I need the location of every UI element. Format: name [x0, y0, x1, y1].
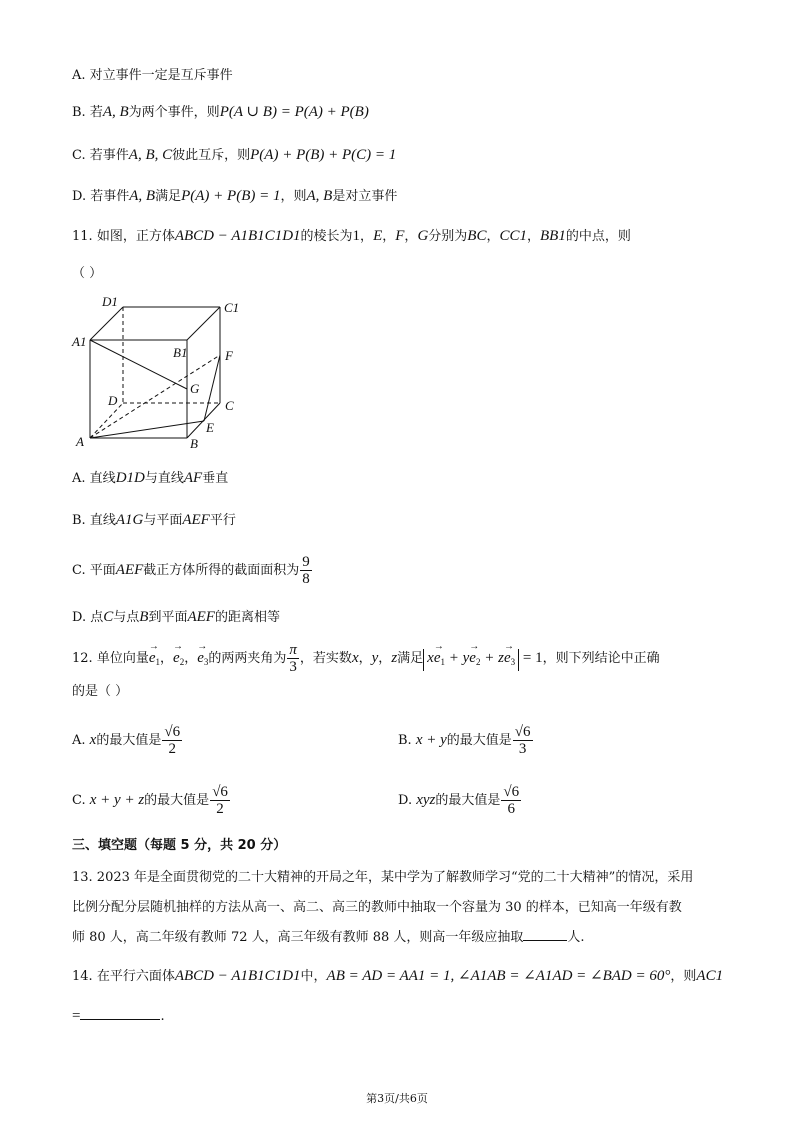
q11-option-b [72, 510, 236, 531]
q12-option-a [72, 722, 183, 759]
q10-option-c [72, 145, 396, 166]
vector-e2: → $e_2$ [173, 650, 184, 666]
math-formula: P(A ∪ B) = P(A) + P(B) [219, 104, 369, 120]
q12-option-b [398, 722, 534, 759]
edge-a1-d1 [90, 307, 123, 340]
math-bb1: BB1 [540, 228, 566, 244]
option-label: A. [72, 68, 86, 83]
period: . [160, 1009, 165, 1024]
q11-paren [72, 264, 102, 284]
option-text: 的最大值是 [446, 733, 512, 748]
option-text: 对立事件一定是互斥事件 [89, 68, 233, 83]
q10-option-a [72, 66, 233, 86]
option-text: 的最大值是 [144, 793, 210, 808]
option-label: B. [72, 105, 86, 120]
option-text: 与点 [113, 610, 140, 625]
label-d: D [108, 393, 118, 408]
q12-stem-line2 [72, 682, 128, 702]
q13-line1: 13. 2023 年是全面贯彻党的二十大精神的开局之年，某中学为了解教师学习“党的二十大精神”的情况，采用 [72, 870, 694, 885]
fraction-sqrt6-2: $\frac{√6}{2}$ [212, 784, 228, 817]
option-label: A. [72, 471, 86, 486]
math-f: F [395, 228, 405, 244]
page-footer: 第3页/共6页 [366, 1092, 428, 1105]
fraction-sqrt6-2: $\frac{√6}{2}$ [164, 724, 181, 757]
option-text: 点 [90, 610, 104, 625]
stem-text: ，若实数 [299, 651, 352, 666]
math-vars: A, B [102, 104, 129, 120]
stem-text: 的是（ ） [72, 684, 129, 699]
q11-option-a [72, 468, 228, 489]
q12-option-c [72, 782, 231, 819]
stem-text: 在平行六面体 [96, 969, 175, 984]
frac-den: 2 [216, 801, 224, 817]
label-g: G [190, 381, 200, 396]
question-number: 14. [72, 969, 93, 984]
option-text: 与直线 [144, 471, 184, 486]
stem-text: ，则 [670, 969, 697, 984]
option-text: 满足 [155, 189, 182, 204]
question-number: 11. [72, 229, 93, 244]
frac-num: 6 [511, 784, 520, 800]
math-plane: AEF [115, 562, 144, 578]
math-norm: $x\to e_1 + y\to e_2 + z\to e_3$ [423, 649, 519, 671]
answer-blank[interactable] [523, 940, 567, 941]
label-a: A [76, 434, 84, 449]
stem-text: ，则下列结论中正确 [542, 651, 660, 666]
option-label: C. [72, 793, 86, 808]
math-solid: ABCD − A1B1C1D1 [174, 968, 301, 984]
label-c1: C1 [224, 300, 240, 315]
option-text: 垂直 [202, 471, 229, 486]
q12-option-d [398, 782, 522, 819]
section-title: 三、填空题（每题 5 分，共 20 分） [72, 838, 287, 853]
option-label: C. [72, 563, 86, 578]
stem-text: 分别为 [428, 229, 468, 244]
frac-den: 2 [168, 741, 176, 757]
q11-option-c [72, 552, 313, 589]
q12-stem: 12. 单位向量→ $e_1$，→ $e_2$，→ $e_3$的两两夹角为 $\frac{\pi}{3}$ ，若实数x，y，z满足 $x\to e_1 + y\to e_2 + z\to e_3 = 1$，则下列结论中正确 [72, 640, 660, 680]
label-b: B [190, 436, 198, 450]
option-text: 直线 [89, 471, 116, 486]
math-conditions: AB = AD = AA1 = 1, ∠A1AB = ∠A1AD = ∠BAD = 60° [326, 968, 671, 984]
option-text: 彼此互斥，则 [172, 148, 251, 163]
math-vars: A, B [129, 188, 156, 204]
label-e: E [206, 420, 214, 435]
fraction-sqrt6-6: $\frac{√6}{6}$ [503, 784, 520, 817]
math-line: A1G [115, 512, 144, 528]
stem-text: 中， [300, 969, 327, 984]
answer-blank[interactable] [80, 1019, 160, 1020]
math-plane: AEF [187, 609, 215, 625]
label-a1: A1 [72, 334, 87, 349]
answer-paren: （ ） [72, 266, 103, 281]
math-vars: A, B [306, 188, 333, 204]
option-text: 的最大值是 [96, 733, 162, 748]
option-label: D. [72, 189, 87, 204]
math-expr: xyz [416, 792, 436, 808]
frac-den: 8 [302, 571, 310, 587]
math-expr: x [89, 732, 97, 748]
math-point: B [139, 609, 149, 625]
stem-text: 单位向量 [96, 651, 149, 666]
math-formula: P(A) + P(B) = 1 [181, 188, 281, 204]
option-text: 若事件 [89, 148, 129, 163]
option-label: A. [72, 733, 86, 748]
q14-answer-line [72, 1006, 165, 1027]
math-plane: AEF [182, 512, 210, 528]
option-label: B. [398, 733, 412, 748]
option-label: D. [398, 793, 413, 808]
frac-den: 3 [289, 659, 297, 675]
math-equals-one: = 1 [519, 650, 543, 666]
option-label: C. [72, 148, 86, 163]
frac-den: 3 [518, 741, 527, 757]
math-expr: x + y + z [89, 792, 145, 808]
math-y: y [371, 650, 379, 666]
frac-num: 9 [302, 554, 310, 570]
q11-option-d [72, 607, 280, 628]
stem-text: 如图，正方体 [96, 229, 175, 244]
option-text: 与平面 [143, 513, 183, 528]
option-label: D. [72, 610, 87, 625]
math-point: C [103, 609, 114, 625]
stem-text: 的两两夹角为 [208, 651, 287, 666]
option-text: 直线 [89, 513, 116, 528]
fraction-9-8 [300, 554, 312, 587]
equals-sign: = [72, 1008, 81, 1024]
option-label: B. [72, 513, 86, 528]
math-line: AF [183, 470, 203, 486]
option-text: 平行 [209, 513, 236, 528]
math-expr: x + y [415, 732, 447, 748]
stem-text: 的中点，则 [565, 229, 631, 244]
q10-option-b [72, 102, 369, 123]
option-text: 截正方体所得的截面面积为 [143, 563, 300, 578]
frac-num: π [289, 642, 297, 658]
stem-text: ， [360, 229, 374, 244]
vector-e3: → $e_3$ [197, 650, 208, 666]
frac-num: 6 [220, 784, 228, 800]
option-text: 的最大值是 [435, 793, 501, 808]
option-text: 若事件 [90, 189, 130, 204]
frac-num: 6 [523, 724, 531, 740]
label-c: C [225, 398, 234, 413]
option-text: 到平面 [148, 610, 188, 625]
stem-text: 的棱长为 [300, 229, 353, 244]
stem-text: 满足 [397, 651, 424, 666]
math-e: E [373, 228, 383, 244]
math-edge: 1 [352, 228, 361, 244]
question-number: 12. [72, 651, 93, 666]
q11-stem: 11. 如图，正方体ABCD − A1B1C1D1的棱长为1，E，F，G分别为BC，CC1，BB1的中点，则 [72, 228, 631, 244]
q13-line3 [72, 928, 585, 948]
edge-a-d-hidden [90, 403, 123, 438]
math-cc1: CC1 [499, 228, 527, 244]
frac-den: 6 [507, 801, 516, 817]
q13-text: 师 80 人，高二年级有教师 72 人，高三年级有教师 88 人，则高一年级应抽取 [72, 930, 524, 945]
vector-e1: → $e_1$ [149, 650, 160, 666]
cube-figure [66, 290, 246, 450]
math-x: x [351, 650, 359, 666]
math-cube: ABCD − A1B1C1D1 [174, 228, 301, 244]
math-bc: BC [467, 228, 487, 244]
option-text: 若 [89, 105, 103, 120]
label-b1: B1 [173, 345, 188, 360]
option-text: 平面 [89, 563, 116, 578]
option-text: 为两个事件，则 [128, 105, 220, 120]
q14-stem [72, 966, 723, 987]
fraction-sqrt6-3: $\frac{√6}{3}$ [514, 724, 531, 757]
option-text: 是对立事件 [332, 189, 398, 204]
q13-line2: 比例分配分层随机抽样的方法从高一、高二、高三的教师中抽取一个容量为 30 的样本，已知高一年级有教 [72, 900, 682, 915]
frac-num: 6 [172, 724, 181, 740]
math-z: z [391, 650, 398, 666]
math-g: G [417, 228, 429, 244]
option-text: ，则 [280, 189, 307, 204]
math-vars: A, B, C [128, 147, 173, 163]
edge-b1-c1 [187, 307, 220, 340]
label-f: F [225, 348, 233, 363]
math-ac1: AC1 [696, 968, 724, 984]
math-formula: P(A) + P(B) + P(C) = 1 [250, 147, 397, 163]
label-d1: D1 [102, 294, 118, 309]
math-line: D1D [115, 470, 145, 486]
edge-b-c [187, 403, 220, 438]
fraction-pi-3 [287, 642, 299, 675]
option-text: 的距离相等 [214, 610, 280, 625]
q13-text: 人. [567, 930, 585, 945]
q10-option-d [72, 186, 397, 207]
